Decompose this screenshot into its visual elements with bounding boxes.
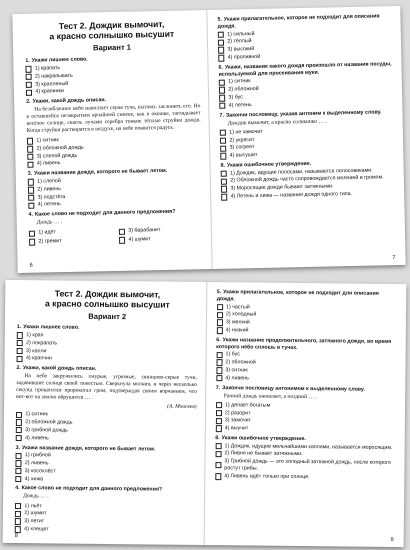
answer-option[interactable]: 4) низкий [216, 327, 397, 336]
answer-option[interactable]: 2) покрапать [17, 340, 198, 349]
answer-option[interactable]: 1) ситник [27, 134, 201, 145]
answer-option[interactable]: 2) ливень [15, 460, 196, 469]
checkbox[interactable] [27, 146, 34, 153]
answer-option[interactable]: 4) ливень [216, 375, 397, 384]
answer-option[interactable]: 2) разорит [215, 410, 396, 419]
answer-option[interactable]: 3) крапленый [26, 78, 200, 89]
test-title: Тест 2. Дождик вымочит, а красно солнышко высушит [49, 18, 175, 41]
variant-heading: Вариант 2 [88, 312, 127, 322]
checkbox[interactable] [27, 154, 34, 161]
page-number: 7 [392, 255, 396, 262]
answer-option[interactable]: 2) ливень [28, 183, 202, 194]
checkbox[interactable] [215, 473, 221, 479]
answer-option[interactable]: 2) Ливня не бывает затяжными. [215, 451, 396, 460]
question-8: 8. Укажи ошибочное утверждение. 1) Дождик, идущие мельчайшими каплями, называется моросящим. 2) Ливня не бывает затяжными. 3) Грибной дождь — это холодный затяжной дождь, после которого растут грибы. 4) Ливень идёт только при солнце. [215, 435, 396, 482]
checkbox[interactable] [215, 451, 221, 457]
checkbox[interactable] [219, 103, 226, 110]
page-7 [207, 6, 405, 269]
variant-heading: Вариант 1 [93, 42, 132, 53]
answer-option[interactable]: 4) летень [219, 99, 393, 110]
question-8: 8. Укажи ошибочное утверждение. 1) Дождик, идущие полосами, называются полосовиками. 2) Обложной дождь часто сопровождается молнией и громом. 3) Моросящие дожди бывают затяжными. 4) Летень и хижа — названия дождя одного типа. [220, 159, 395, 201]
page-number: 6 [29, 262, 33, 269]
answer-option[interactable]: 2) холодный [216, 312, 397, 321]
checkbox[interactable] [26, 89, 33, 96]
answer-option[interactable]: 1) слепой [28, 175, 202, 186]
question-1: 1. Укажи лишнее слово. 1) крапать 2) накрапывать 3) крапленый 4) крапинки [25, 54, 200, 96]
answer-option[interactable]: 3) грибной дождь [16, 427, 197, 436]
checkbox[interactable] [29, 239, 36, 246]
answer-option[interactable]: 2) тёплый [218, 36, 392, 47]
checkbox[interactable] [15, 468, 21, 474]
passage-author: (А. Моисеев) [167, 403, 197, 411]
answer-option[interactable]: 3) бус [219, 91, 393, 102]
answer-option[interactable]: 2) обложной дождь [16, 419, 197, 428]
answer-option[interactable]: 4) крапчин [17, 355, 198, 364]
checkbox[interactable] [218, 55, 225, 62]
answer-option[interactable]: 1) бус [216, 352, 397, 361]
checkbox[interactable] [26, 74, 33, 81]
answer-option[interactable]: 1) Дождик, идущие полосами, называются полосовиками. [221, 167, 395, 178]
answer-option[interactable]: 3) Моросящие дожди бывают затяжными. [221, 182, 395, 193]
checkbox[interactable] [16, 419, 22, 425]
checkbox[interactable] [28, 195, 35, 202]
checkbox[interactable] [28, 202, 35, 209]
answer-option[interactable]: 3) высокий [218, 43, 392, 54]
answer-option[interactable]: 1) идёт [29, 228, 113, 237]
checkbox[interactable] [27, 138, 34, 145]
checkbox[interactable] [215, 410, 221, 416]
question-7: 7. Закончи пословицу антонимом к выделенному слову. Ранний дождь оживляет, а поздний … . 1) делает богатым 2) разорит 3) замочит 4) выучит [215, 385, 396, 434]
answer-option[interactable]: 1) Дождик, идущие мельчайшими каплями, называется моросящим. [215, 443, 396, 452]
question-7: 7. Закончи пословицу, указав антоним к выделенному слову. Дождик вымочит, а красно солнышко … . 1) не замочит 2) укрясит 3) согреет 4) высушит [219, 109, 394, 160]
checkbox[interactable] [215, 418, 221, 424]
answer-option[interactable]: 1) льёт [15, 503, 196, 512]
answer-option[interactable]: 4) шумит [119, 235, 203, 244]
answer-option[interactable]: 4) хижа [15, 476, 196, 485]
question-1: 1. Укажи лишнее слово. 1) крап 2) покрапать 3) капли 4) крапчин [17, 324, 198, 364]
question-4: 4. Какое слово не подходит для данного предложения? Дождь … . 1) идёт 3) барабанит 2) гремит 4) шумит [28, 208, 203, 246]
answer-option[interactable]: 3) летит [15, 518, 196, 527]
page-number: 8 [14, 533, 18, 540]
answer-option[interactable]: 1) сильный [218, 28, 392, 39]
checkbox[interactable] [16, 427, 22, 433]
book-spread-variant-2 [3, 280, 407, 547]
answer-option[interactable]: 4) ливень [16, 435, 197, 444]
answer-option[interactable]: 4) выучит [215, 425, 396, 434]
test-title: Тест 2. Дождик вымочит, а красно солнышко высушит [44, 288, 170, 310]
checkbox[interactable] [17, 340, 23, 346]
answer-option[interactable]: 1) крапать [25, 62, 199, 73]
checkbox[interactable] [216, 360, 222, 366]
question-6: 6. Укажи название продолжительного, затяжного дождя, во время которого небо сплошь в тучах. 1) бус 2) обложной 3) ситник 4) ливень [216, 337, 397, 384]
answer-option[interactable]: 3) барабанит [119, 226, 203, 235]
question-5: 5. Укажи прилагательное, которое не подходит для описания дождя. 1) частый 2) холодный 3) мелкий 4) низкий [216, 289, 397, 336]
checkbox[interactable] [219, 95, 226, 102]
question-2: 2. Укажи, какой дождь описан. На небе закружились хмурые, угрюмые, свинцово-серые тучи, задавившие солнце своей тяжестью. Сверкнула молния, и через несколько секунд прокатился пророкотал гром, подтверждая своим ворчанием, что вот-вот на землю обрушится … . (А. Моисеев) 1) ситник 2) обложной дождь 3) грибной дождь 4) ливень [16, 365, 197, 443]
answer-option[interactable]: 2) накрапывать [26, 70, 200, 81]
answer-option[interactable]: 3) замочит [215, 417, 396, 426]
answer-option[interactable]: 3) мелкий [216, 319, 397, 328]
answer-option[interactable]: 3) подстёга [28, 191, 202, 202]
question-5: 5. Укажи прилагательное, которое не подходит для описания дождя. 1) сильный 2) тёплый 3) высокий 4) проливной [217, 13, 392, 61]
checkbox[interactable] [218, 39, 225, 46]
sentence: Дождик вымочит, а красно солнышко … . [227, 118, 327, 127]
checkbox[interactable] [216, 367, 222, 373]
answer-option[interactable]: 2) обложной дождь [27, 142, 201, 153]
answer-option[interactable]: 1) грибной [16, 452, 197, 461]
answer-option[interactable]: 4) крапинки [26, 85, 200, 96]
reading-passage: На небе закружились хмурые, угрюмые, свинцово-серые тучи, задавившие солнце своей тяжестью. Сверкнула молния, и через несколько секунд прокатился пророкотал гром, подтверждая своим ворчанием, что вот-вот на землю обрушится … . [16, 373, 197, 401]
page-8 [3, 280, 206, 545]
checkbox[interactable] [215, 443, 221, 449]
answer-option[interactable]: 3) слепой дождь [27, 150, 201, 161]
page-9 [204, 282, 406, 547]
checkbox[interactable] [17, 348, 23, 354]
answer-option[interactable]: 4) проливной [218, 51, 392, 62]
answer-option[interactable]: 3) согреет [220, 141, 394, 152]
reading-passage: На безоблачное небо наползает серая туча, пытаясь заслонить его. Но в оставшейся незакрытым ярчайшей синеве, как в окошке, заглядывает весёлое солнце, сквозь лучами серебра тонкие тёплые струйки дождя. Когда струйки растворятся в воздухе, на небе появится радуга. [26, 103, 201, 134]
sentence: Дождь … . [23, 493, 49, 500]
checkbox[interactable] [221, 186, 228, 193]
answer-option[interactable]: 1) крап [17, 332, 198, 341]
sentence: Дождь … . [36, 219, 63, 226]
checkbox[interactable] [15, 460, 21, 466]
checkbox[interactable] [221, 194, 228, 201]
answer-option[interactable]: 1) ситник [16, 411, 197, 420]
checkbox[interactable] [219, 79, 226, 86]
checkbox[interactable] [216, 312, 222, 318]
checkbox[interactable] [219, 87, 226, 94]
answer-option[interactable]: 4) высушит [220, 149, 394, 160]
checkbox[interactable] [220, 145, 227, 152]
checkbox[interactable] [27, 161, 34, 168]
checkbox[interactable] [216, 327, 222, 333]
checkbox[interactable] [221, 178, 228, 185]
answer-option[interactable]: 1) делает богатым [216, 402, 397, 411]
checkbox[interactable] [221, 171, 228, 178]
checkbox[interactable] [15, 518, 21, 524]
sentence: Ранний дождь оживляет, а поздний … . [223, 392, 317, 400]
answer-option[interactable]: 3) ситник [216, 367, 397, 376]
checkbox[interactable] [215, 462, 221, 468]
checkbox[interactable] [25, 66, 32, 73]
checkbox[interactable] [15, 511, 21, 517]
checkbox[interactable] [217, 304, 223, 310]
question-3: 3. Укажи название дождя, которого не бывает летом. 1) слепой 2) ливень 3) подстёга 4) летень [28, 168, 203, 210]
checkbox[interactable] [28, 179, 35, 186]
answer-option[interactable]: 2) укрясит [220, 134, 394, 145]
checkbox[interactable] [15, 503, 21, 509]
question-2: 2. Укажи, какой дождь описан. На безоблачное небо наползает серая туча, пытаясь заслонить его. Но в оставшейся незакрытым ярчайшей синеве, как в окошке, заглядывает весёлое солнце, сквозь лучами серебра тонкие тёплые струйки дождя. Когда струйки растворятся в воздухе, на небе появится радуга. 1) ситник 2) обложной дождь 3) слепой дождь 4) ливень [26, 97, 201, 168]
checkbox[interactable] [216, 352, 222, 358]
answer-option[interactable]: 4) летень [28, 199, 202, 210]
checkbox[interactable] [29, 230, 36, 237]
answer-option[interactable]: 3) капли [17, 348, 198, 357]
checkbox[interactable] [215, 425, 221, 431]
page-number: 9 [390, 536, 394, 543]
question-6: 6. Укажи, название какого дождя произошло от названия посуды, используемой для просеивания муки. 1) ситник 2) обложной 3) бус 4) летень [218, 60, 392, 109]
checkbox[interactable] [220, 153, 227, 160]
answer-option[interactable]: 3) косохлёст [15, 468, 196, 477]
checkbox[interactable] [119, 237, 126, 244]
checkbox[interactable] [16, 435, 22, 441]
checkbox[interactable] [220, 130, 227, 137]
checkbox[interactable] [26, 81, 33, 88]
checkbox[interactable] [119, 228, 126, 235]
answer-option[interactable]: 1) ситник [219, 76, 393, 87]
checkbox[interactable] [15, 476, 21, 482]
checkbox[interactable] [16, 453, 22, 459]
checkbox[interactable] [216, 375, 222, 381]
answer-option[interactable]: 1) частый [217, 304, 398, 313]
question-3: 3. Укажи название дождя, которого не бывает летом. 1) грибной 2) ливень 3) косохлёст 4) хижа [15, 445, 196, 485]
answer-option[interactable]: 2) шумит [15, 510, 196, 519]
answer-option[interactable]: 1) не замочит [220, 126, 394, 137]
answer-option[interactable]: 2) гремит [29, 237, 113, 246]
checkbox[interactable] [216, 320, 222, 326]
checkbox[interactable] [17, 332, 23, 338]
book-spread-variant-1 [12, 6, 405, 273]
answer-option[interactable]: 2) обложной [216, 359, 397, 368]
answer-option[interactable]: 4) Летень и хижа — названия дождя одного типа. [221, 190, 395, 201]
answer-option[interactable]: 4) хлещет [15, 526, 196, 535]
checkbox[interactable] [16, 412, 22, 418]
checkbox[interactable] [218, 47, 225, 54]
answer-option[interactable]: 4) ливень [27, 158, 201, 169]
answer-option[interactable]: 3) Грибной дождь — это холодный затяжной дождь, после которого растут грибы. [215, 458, 396, 474]
checkbox[interactable] [218, 32, 225, 39]
checkbox[interactable] [15, 526, 21, 532]
answer-option[interactable]: 2) обложной [219, 83, 393, 94]
question-4: 4. Какое слово не подходит для данного предложения? Дождь … . 1) льёт 2) шумит 3) летит 4) хлещет [15, 485, 196, 534]
answer-option[interactable]: 4) Ливень идёт только при солнце. [215, 473, 396, 482]
answer-option[interactable]: 2) Обложной дождь часто сопровождается молнией и громом. [221, 175, 395, 186]
checkbox[interactable] [17, 356, 23, 362]
checkbox[interactable] [28, 187, 35, 194]
checkbox[interactable] [220, 137, 227, 144]
page-6 [12, 10, 211, 273]
checkbox[interactable] [216, 402, 222, 408]
